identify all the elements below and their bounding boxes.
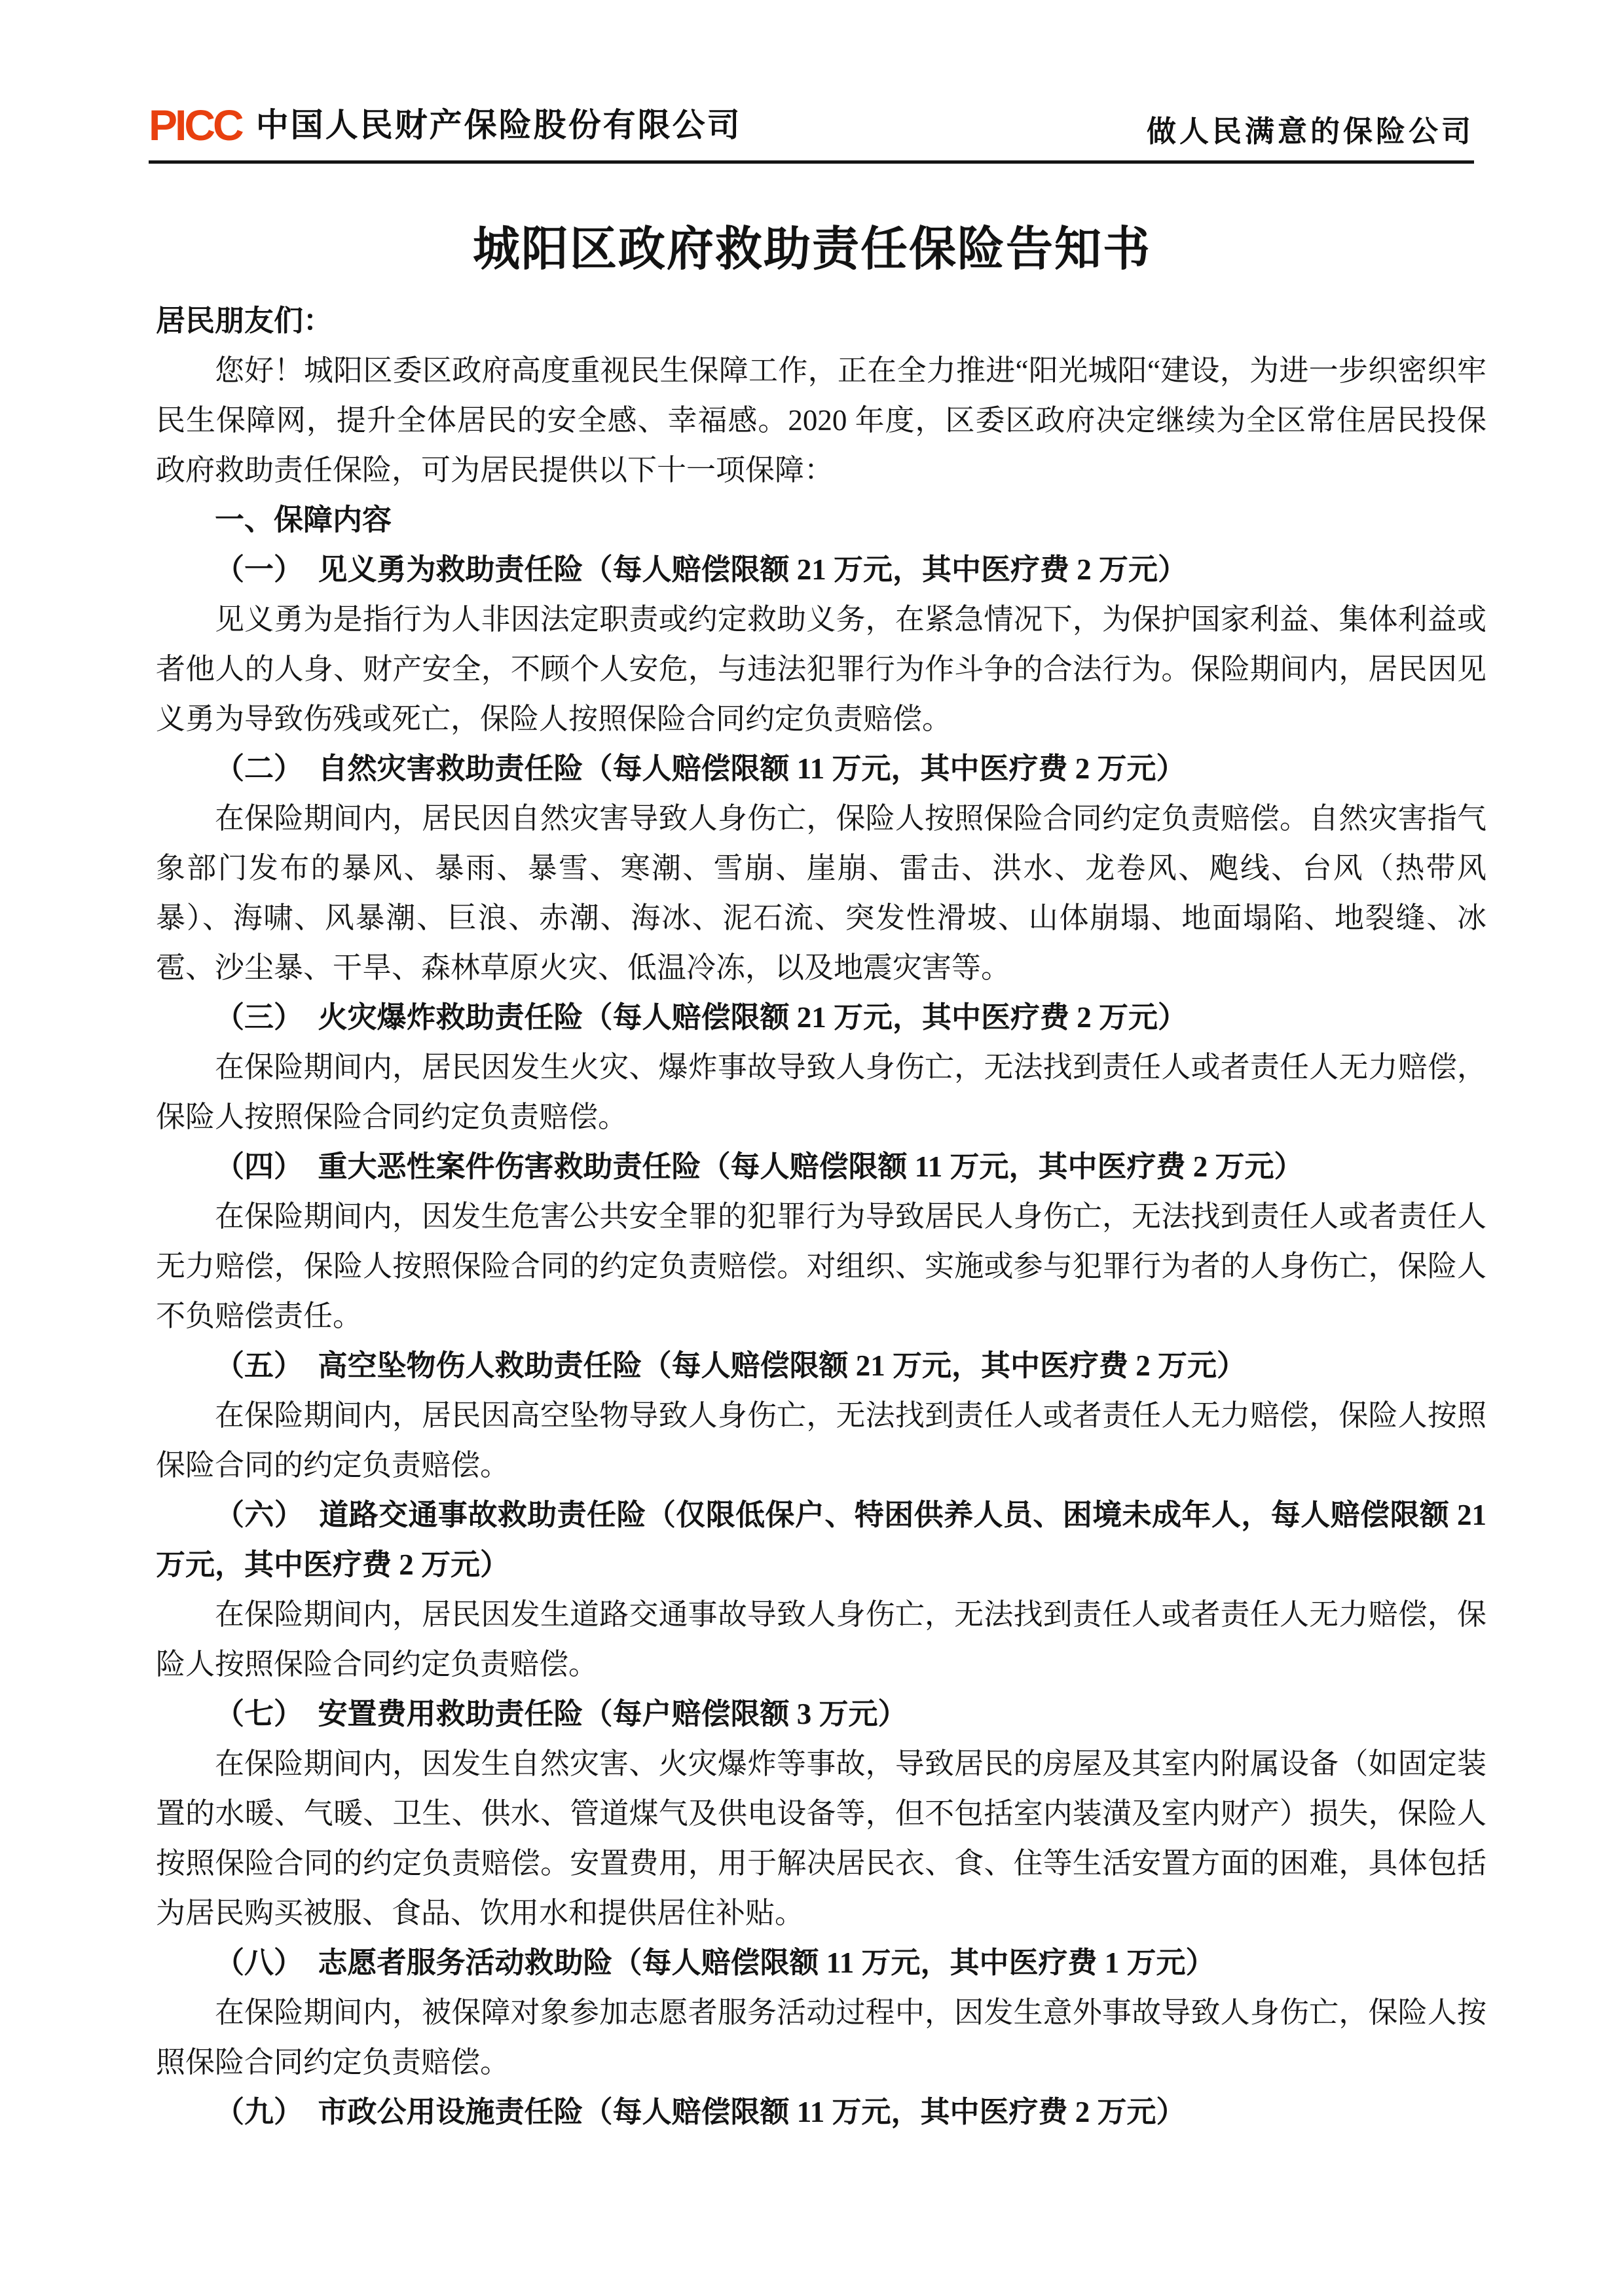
company-name: 中国人民财产保险股份有限公司 xyxy=(255,107,742,143)
coverage-item-heading: （五） 高空坠物伤人救助责任险（每人赔偿限额 21 万元，其中医疗费 2 万元） xyxy=(215,1349,1247,1382)
coverage-item-7 xyxy=(156,1689,1486,1938)
coverage-item-heading: （八） 志愿者服务活动救助险（每人赔偿限额 11 万元，其中医疗费 1 万元） xyxy=(215,1946,1215,1979)
coverage-item-body: 在保险期间内，居民因发生火灾、爆炸事故导致人身伤亡，无法找到责任人或者责任人无力赔偿，保险人按照保险合同约定负责赔偿。 xyxy=(156,1051,1486,1133)
header-divider xyxy=(149,160,1474,164)
picc-logo: PICC xyxy=(149,101,242,149)
coverage-item-body: 在保险期间内，被保障对象参加志愿者服务活动过程中，因发生意外事故导致人身伤亡，保险人按照保险合同约定负责赔偿。 xyxy=(156,1996,1486,2079)
coverage-item-body: 在保险期间内，因发生危害公共安全罪的犯罪行为导致居民人身伤亡，无法找到责任人或者责任人无力赔偿，保险人按照保险合同的约定负责赔偿。对组织、实施或参与犯罪行为者的人身伤亡，保险人不负赔偿责任。 xyxy=(156,1200,1486,1332)
coverage-item-5 xyxy=(156,1341,1486,1490)
coverage-item-body: 在保险期间内，居民因发生道路交通事故导致人身伤亡，无法找到责任人或者责任人无力赔偿，保险人按照保险合同约定负责赔偿。 xyxy=(156,1598,1486,1681)
coverage-item-body: 在保险期间内，因发生自然灾害、火灾爆炸等事故，导致居民的房屋及其室内附属设备（如固定装置的水暖、气暖、卫生、供水、管道煤气及供电设备等，但不包括室内装潢及室内财产）损失，保险人按照保险合同的约定负责赔偿。安置费用，用于解决居民衣、食、住等生活安置方面的困难，具体包括为居民购买被服、食品、饮用水和提供居住补贴。 xyxy=(156,1747,1486,1929)
section-heading: 一、保障内容 xyxy=(215,503,392,536)
coverage-item-heading: （一） 见义勇为救助责任险（每人赔偿限额 21 万元，其中医疗费 2 万元） xyxy=(215,553,1188,586)
coverage-item-heading: （三） 火灾爆炸救助责任险（每人赔偿限额 21 万元，其中医疗费 2 万元） xyxy=(215,1001,1188,1034)
company-slogan: 做人民满意的保险公司 xyxy=(1146,115,1474,148)
coverage-item-body: 在保险期间内，居民因自然灾害导致人身伤亡，保险人按照保险合同约定负责赔偿。自然灾害指气象部门发布的暴风、暴雨、暴雪、寒潮、雪崩、崖崩、雷击、洪水、龙卷风、飑线、台风（热带风暴）、海啸、风暴潮、巨浪、赤潮、海冰、泥石流、突发性滑坡、山体崩塌、地面塌陷、地裂缝、冰雹、沙尘暴、干旱、森林草原火灾、低温冷冻，以及地震灾害等。 xyxy=(156,802,1486,984)
coverage-item-6 xyxy=(156,1490,1486,1689)
document-body xyxy=(156,296,1486,2137)
coverage-item-heading: （六） 道路交通事故救助责任险（仅限低保户、特困供养人员、困境未成年人，每人赔偿限额 21 万元，其中医疗费 2 万元） xyxy=(156,1499,1486,1581)
coverage-item-2 xyxy=(156,744,1486,993)
brand-block xyxy=(149,103,742,147)
coverage-item-4 xyxy=(156,1142,1486,1341)
salutation: 居民朋友们： xyxy=(156,304,333,337)
coverage-item-8 xyxy=(156,1938,1486,2087)
coverage-item-heading: （七） 安置费用救助责任险（每户赔偿限额 3 万元） xyxy=(215,1698,908,1730)
intro-paragraph: 您好！城阳区委区政府高度重视民生保障工作，正在全力推进“阳光城阳“建设，为进一步织密织牢民生保障网，提升全体居民的安全感、幸福感。2020 年度，区委区政府决定继续为全区常住居民投保政府救助责任保险，可为居民提供以下十一项保障： xyxy=(156,354,1486,486)
coverage-item-body: 见义勇为是指行为人非因法定职责或约定救助义务，在紧急情况下，为保护国家利益、集体利益或者他人的人身、财产安全，不顾个人安危，与违法犯罪行为作斗争的合法行为。保险期间内，居民因见义勇为导致伤残或死亡，保险人按照保险合同约定负责赔偿。 xyxy=(156,603,1486,735)
coverage-item-9 xyxy=(156,2087,1486,2137)
coverage-item-heading: （二） 自然灾害救助责任险（每人赔偿限额 11 万元，其中医疗费 2 万元） xyxy=(215,752,1186,785)
document-title: 城阳区政府救助责任保险告知书 xyxy=(472,223,1151,276)
letterhead xyxy=(149,103,1474,156)
coverage-item-heading: （九） 市政公用设施责任险（每人赔偿限额 11 万元，其中医疗费 2 万元） xyxy=(215,2096,1186,2128)
coverage-item-body: 在保险期间内，居民因高空坠物导致人身伤亡，无法找到责任人或者责任人无力赔偿，保险人按照保险合同的约定负责赔偿。 xyxy=(156,1399,1486,1482)
coverage-item-heading: （四） 重大恶性案件伤害救助责任险（每人赔偿限额 11 万元，其中医疗费 2 万元） xyxy=(215,1150,1304,1183)
coverage-item-1 xyxy=(156,545,1486,744)
coverage-item-3 xyxy=(156,993,1486,1142)
